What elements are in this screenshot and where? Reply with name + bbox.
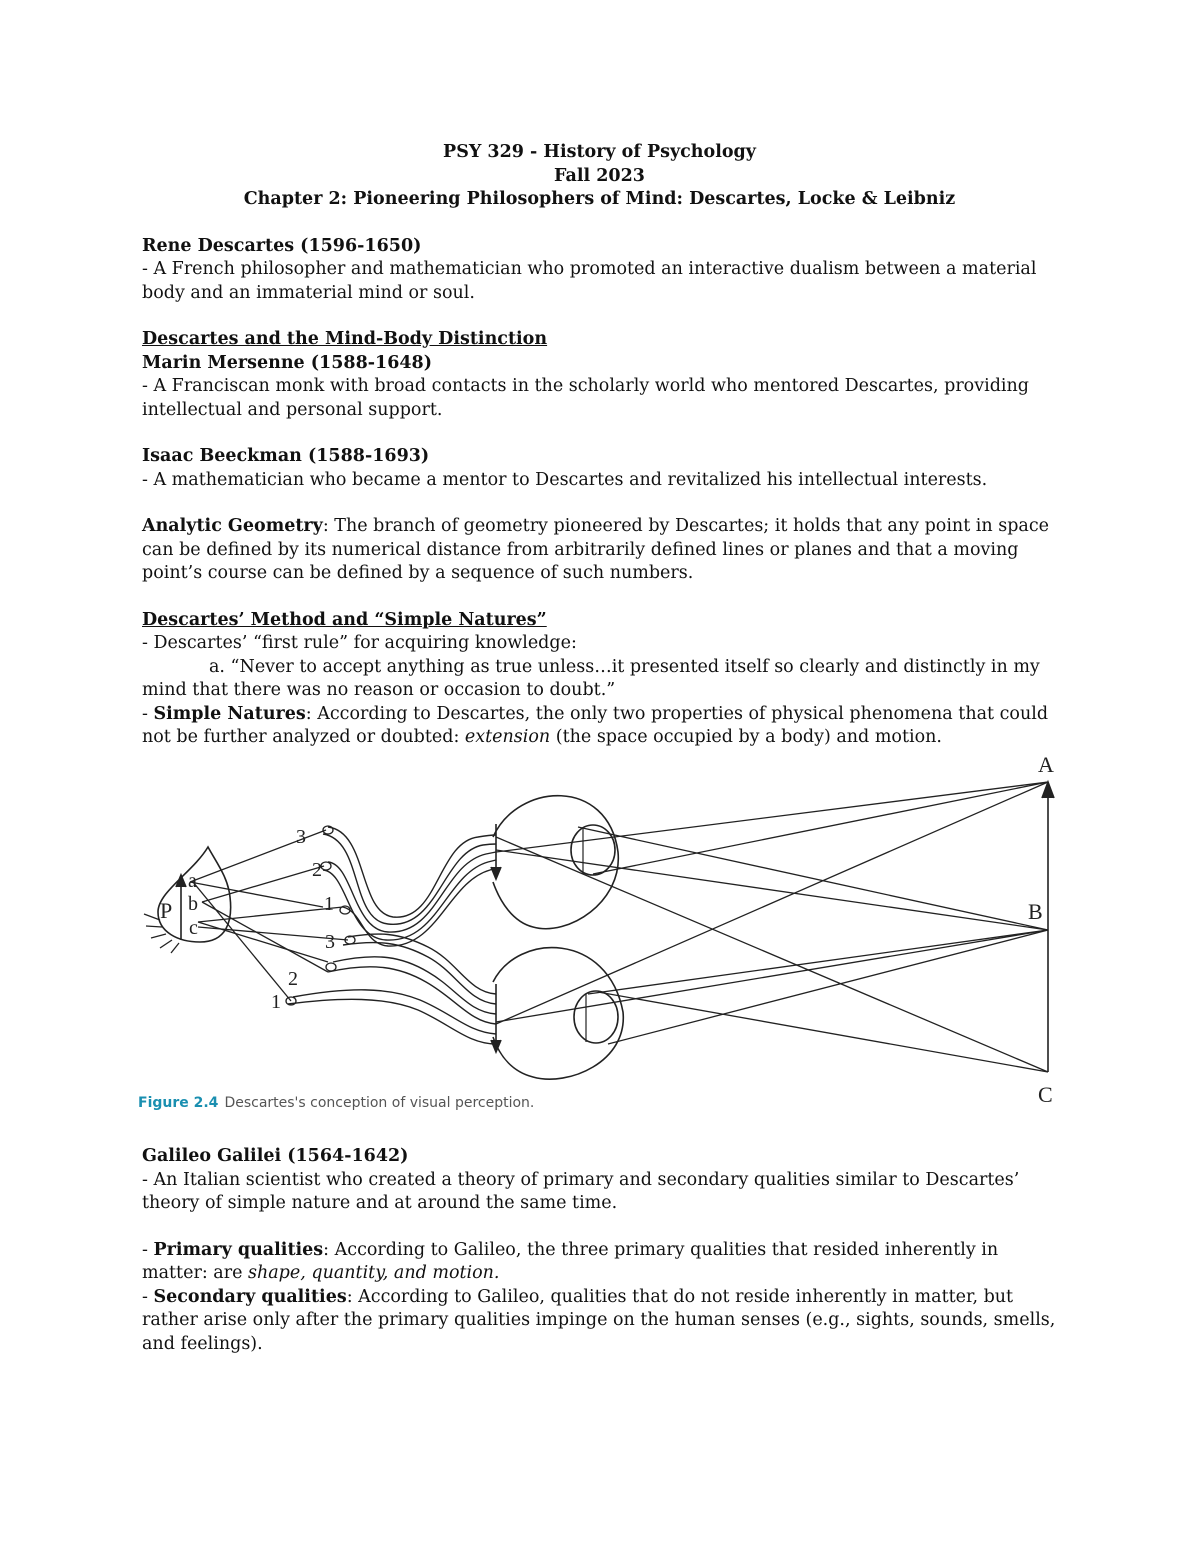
descartes-text: - A French philosopher and mathematician who promoted an interactive dualism between a material body and an immaterial mind or soul. <box>142 259 1037 303</box>
figure-caption-text: Descartes's conception of visual perception. <box>224 1095 535 1111</box>
label-P: P <box>160 898 173 923</box>
bottom-eyeball <box>493 948 623 1080</box>
quote-first-line: a. “Never to accept anything as true unless…it presented itself so clearly and distinctly in my <box>209 656 1040 677</box>
top-nerve-fibers <box>323 827 496 946</box>
first-rule-text: - Descartes’ “first rule” for acquiring knowledge: <box>142 633 577 653</box>
course-title: PSY 329 - History of Psychology <box>443 142 756 162</box>
simple-natures-term: Simple Natures <box>153 703 306 724</box>
label-b: b <box>188 893 198 915</box>
beeckman-heading: Isaac Beeckman (1588-1693) <box>142 446 430 466</box>
secondary-qualities-term: Secondary qualities <box>153 1286 347 1307</box>
primary-qualities-term: Primary qualities <box>153 1239 324 1260</box>
simple-natures-text-1: : According to Descartes, the only two properties of physical phenomena that could not be further analyzed or doubted: <box>142 703 1049 747</box>
label-1-bottom: 1 <box>271 991 281 1013</box>
label-1-top: 1 <box>324 893 334 915</box>
bottom-nerve-fibers <box>288 934 496 1044</box>
galileo-heading: Galileo Galilei (1564-1642) <box>142 1146 409 1166</box>
galileo-text: - An Italian scientist who created a theory of primary and secondary qualities similar to Descartes’ theory of simple nature and at around the same time. <box>142 1169 1020 1213</box>
label-3-top: 3 <box>296 826 306 848</box>
galileo-section <box>142 1145 1057 1356</box>
secondary-qualities-paragraph <box>142 1286 1057 1357</box>
label-B: B <box>1028 899 1043 924</box>
analytic-geometry-term: Analytic Geometry <box>142 516 323 536</box>
descartes-heading: Rene Descartes (1596-1650) <box>142 235 422 256</box>
bottom-lens <box>574 991 618 1043</box>
primary-qualities-paragraph <box>142 1239 1057 1286</box>
primary-dash: - <box>142 1239 154 1260</box>
document-header <box>142 141 1057 212</box>
top-lens <box>571 825 615 875</box>
simple-natures-dash: - <box>142 703 154 724</box>
label-c: c <box>189 917 198 939</box>
term: Fall 2023 <box>554 165 645 186</box>
label-C: C <box>1038 1082 1053 1107</box>
label-A: A <box>1038 752 1054 777</box>
figure-number: Figure 2.4 <box>138 1095 219 1111</box>
figure-caption <box>138 1095 534 1111</box>
primary-qualities-list: shape, quantity, and motion. <box>248 1263 500 1283</box>
analytic-geometry-paragraph <box>142 515 1057 586</box>
label-3-bottom: 3 <box>325 931 335 953</box>
label-2-top: 2 <box>312 859 322 881</box>
secondary-qualities-text: : According to Galileo, qualities that do not reside inherently in matter, but rather arise only after the primary qualities impinge on the human senses (e.g., sights, sounds, smells, and feelings). <box>142 1286 1056 1354</box>
object-rays <box>496 782 1048 1072</box>
analytic-geometry-text: : The branch of geometry pioneered by Descartes; it holds that any point in space can be defined by its numerical distance from arbitrarily defined lines or planes and that a moving point’s course can be defined by a sequence of such numbers. <box>142 516 1049 583</box>
document-body <box>142 141 1057 750</box>
chapter-title: Chapter 2: Pioneering Philosophers of Mind: Descartes, Locke & Leibniz <box>243 189 956 209</box>
visual-perception-figure <box>138 752 1068 1117</box>
label-2-bottom: 2 <box>288 968 298 990</box>
simple-natures-text-2: (the space occupied by a body) and motion. <box>550 727 942 747</box>
quote-rest: mind that there was no reason or occasion to doubt.” <box>142 680 616 700</box>
visual-perception-diagram <box>138 752 1068 1117</box>
method-heading: Descartes’ Method and “Simple Natures” <box>142 609 547 630</box>
label-a: a <box>188 870 197 892</box>
simple-natures-paragraph <box>142 703 1057 750</box>
mersenne-text: - A Franciscan monk with broad contacts in the scholarly world who mentored Descartes, providing intellectual and personal support. <box>142 376 1029 420</box>
mersenne-heading: Marin Mersenne (1588-1648) <box>142 352 433 373</box>
primary-qualities-text: : According to Galileo, the three primary qualities that resided inherently in matter: are <box>142 1239 999 1283</box>
extension-term: extension <box>464 727 551 747</box>
mind-body-heading: Descartes and the Mind-Body Distinction <box>142 329 548 349</box>
beeckman-text: - A mathematician who became a mentor to Descartes and revitalized his intellectual interests. <box>142 469 988 490</box>
secondary-dash: - <box>142 1286 154 1307</box>
